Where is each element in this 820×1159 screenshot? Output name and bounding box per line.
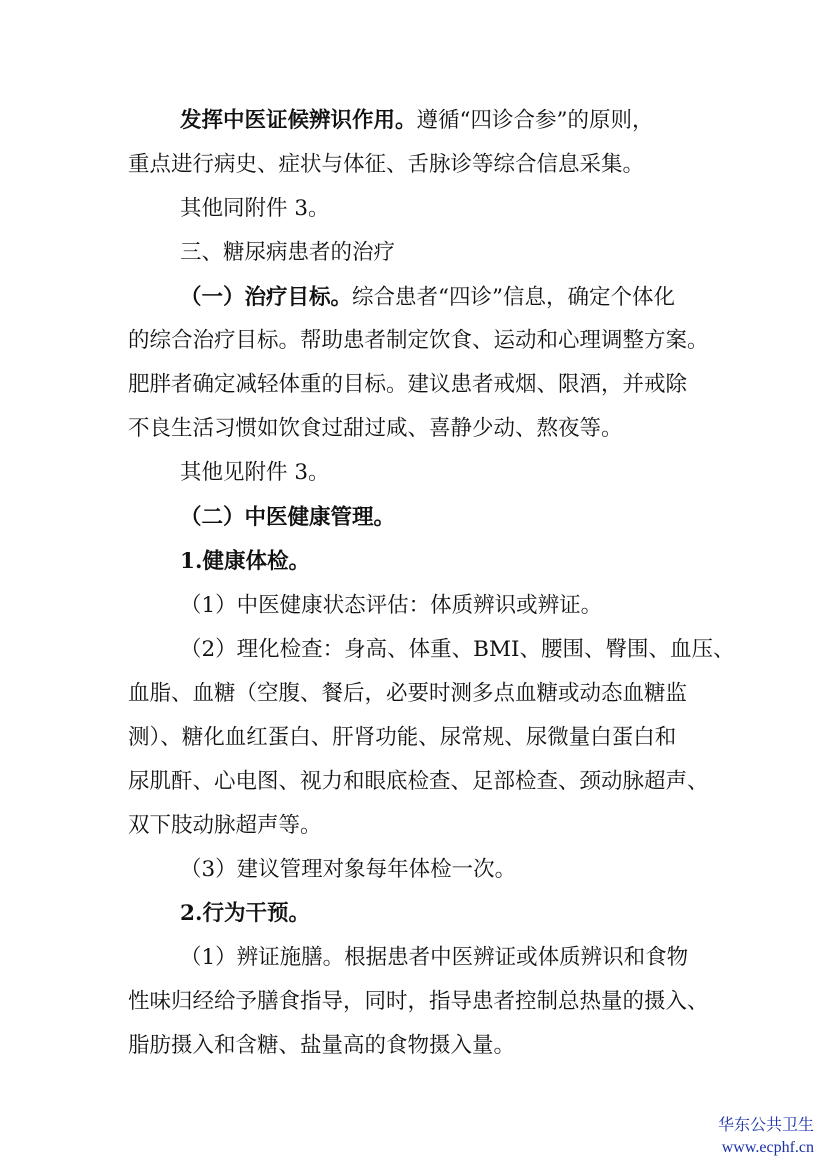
- paragraph-line: 脂肪摄入和含糖、盐量高的食物摄入量。: [128, 1033, 516, 1058]
- paragraph-text: 综合患者“四诊”信息，确定个体化: [352, 285, 676, 310]
- paragraph-line: 的综合治疗目标。帮助患者制定饮食、运动和心理调整方案。: [128, 328, 709, 353]
- heading-behavior-intervention: 2.行为干预。: [180, 901, 310, 926]
- heading-tcm-health-management: （二）中医健康管理。: [180, 505, 396, 530]
- heading-health-checkup: 1.健康体检。: [180, 549, 310, 574]
- paragraph-line: 不良生活习惯如饮食过甜过咸、喜静少动、熬夜等。: [128, 416, 623, 441]
- paragraph-text: 遵循“四诊合参”的原则，: [416, 108, 654, 133]
- watermark-name: 华东公共卫生: [717, 1115, 814, 1134]
- section-heading-treatment: 三、糖尿病患者的治疗: [180, 240, 396, 265]
- paragraph-item-1: （1）中医健康状态评估：体质辨识或辨证。: [180, 593, 603, 618]
- paragraph-line: 重点进行病史、症状与体征、舌脉诊等综合信息采集。: [128, 152, 645, 177]
- heading-tcm-syndrome: 发挥中医证候辨识作用。: [180, 108, 417, 133]
- paragraph-line: 双下肢动脉超声等。: [128, 813, 322, 838]
- paragraph-diet-therapy: （1）辨证施膳。根据患者中医辨证或体质辨识和食物: [180, 945, 689, 970]
- paragraph-tcm-syndrome: [180, 106, 780, 136]
- paragraph-line: 测）、糖化血红蛋白、肝肾功能、尿常规、尿微量白蛋白和: [128, 725, 677, 750]
- paragraph-line: 血脂、血糖（空腹、餐后，必要时测多点血糖或动态血糖监: [128, 681, 688, 706]
- paragraph-line: 肥胖者确定减轻体重的目标。建议患者戒烟、限酒，并戒除: [128, 372, 688, 397]
- paragraph-line: 性味归经给予膳食指导，同时，指导患者控制总热量的摄入、: [128, 989, 709, 1014]
- paragraph-treatment-goal: [180, 283, 780, 313]
- watermark-url: www.ecphf.cn: [721, 1139, 814, 1156]
- paragraph-other-same: 其他同附件 3。: [180, 196, 330, 221]
- paragraph-item-2: （2）理化检查：身高、体重、BMI、腰围、臀围、血压、: [180, 637, 735, 662]
- heading-treatment-goal: （一）治疗目标。: [180, 285, 353, 310]
- paragraph-other-see: 其他见附件 3。: [180, 460, 330, 485]
- paragraph-line: 尿肌酐、心电图、视力和眼底检查、足部检查、颈动脉超声、: [128, 769, 709, 794]
- paragraph-item-3: （3）建议管理对象每年体检一次。: [180, 857, 517, 882]
